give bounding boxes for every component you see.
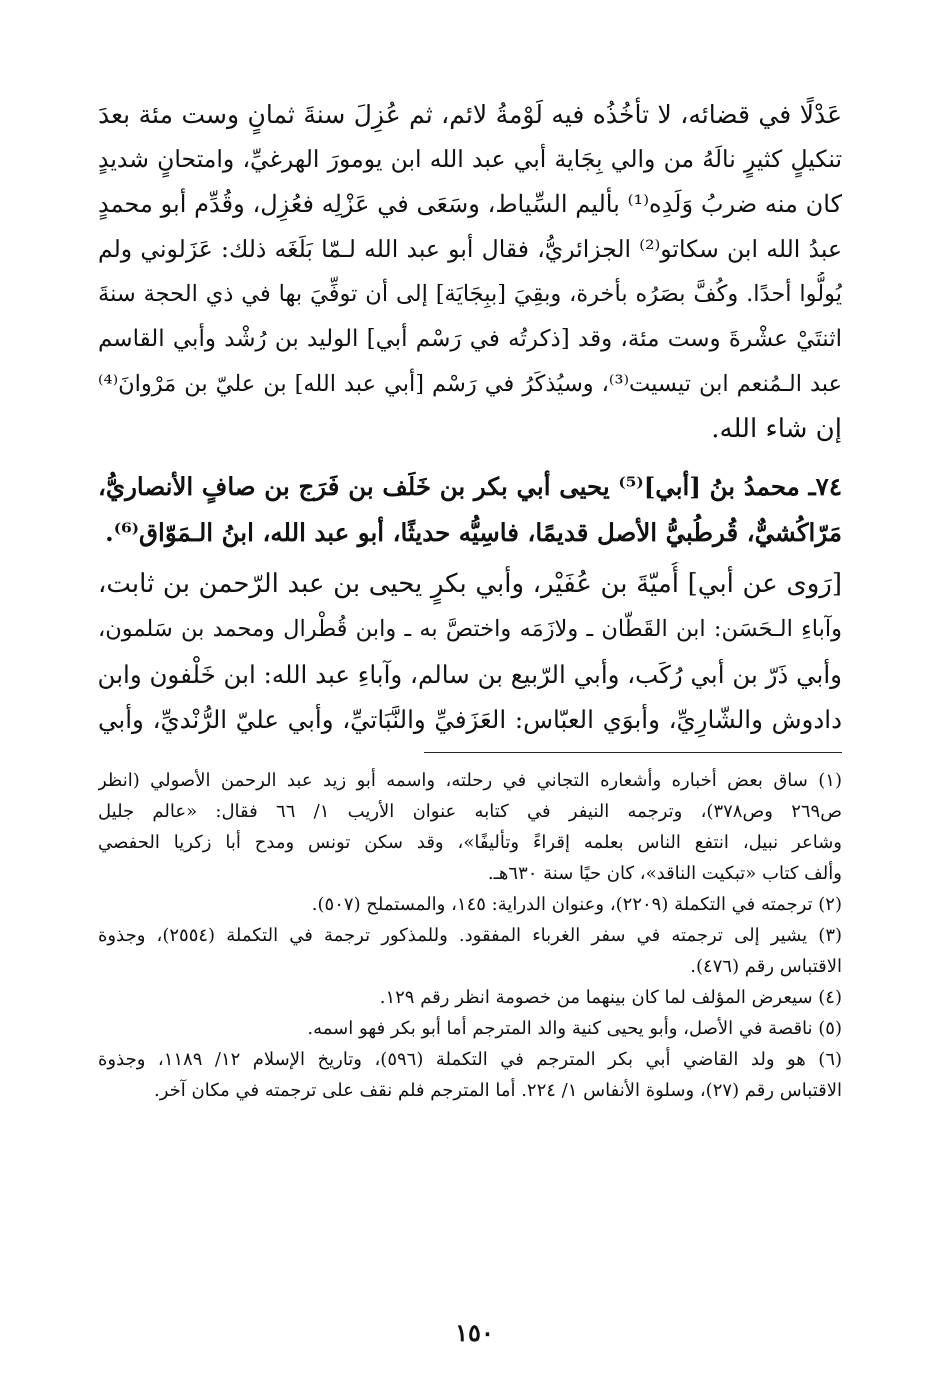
text-line: وآباءِ الـحَسَن: ابن القَطّان ـ ولازَمَه واختصَّ به ـ وابن قُطْرال ومحمد بن سَلمون، [98,616,842,642]
footnote-line: ص٢٦٩ وص٣٧٨)، وترجمه النيفر في كتابه عنوان الأريب ١/ ٦٦ فقال: «عالم جليل [98,801,842,822]
footnote-line: الاقتباس رقم (٤٧٦). [690,956,842,977]
footnote-6 [98,1044,842,1106]
text-line: عبد الـمُنعم ابن تيسيت⁽³⁾، وسيُذكَرُ في رَسْم [أبي عبد الله] بن عليّ بن مَرْوانَ⁽⁴⁾ [98,371,842,397]
footnote-4 [98,982,842,1013]
footnote-line: (٦) هو ولد القاضي أبي بكر المترجم في التكملة (٥٩٦)، وتاريخ الإسلام ١٢/ ١١٨٩، وجذوة [98,1049,842,1070]
footnote-line: (٥) ناقصة في الأصل، وأبو يحيى كنية والد المترجم أما أبو بكر فهو اسمه. [307,1018,842,1039]
body-paragraph [98,92,842,452]
footnotes [98,765,842,1106]
entry-heading-line: ٧٤ـ محمدُ بنُ [أبي]⁽⁵⁾ يحيى أبي بكر بن خَلَف بن فَرَج بن صافٍ الأنصاريُّ، [98,472,842,501]
text-line: وأبي ذَرّ بن أبي رُكَب، وأبي الرّبيع بن سالم، وآباءِ عبد الله: ابن خَلْفون وابن [98,660,842,689]
footnote-line: (١) ساق بعض أخباره وأشعاره التجاني في رحلته، واسمه أبو زيد عبد الرحمن الأصولي (انظر [98,770,842,791]
footnote-line: (٢) ترجمته في التكملة (٢٢٠٩)، وعنوان الدراية: ١٤٥، والمستملح (٥٠٧). [311,894,842,915]
footnote-2 [98,889,842,920]
footnote-separator [424,752,842,753]
footnote-3 [98,920,842,982]
page-number: ١٥٠ [455,1318,494,1347]
text-line: تنكيلٍ كثيرٍ نالَهُ من والي بِجَاية أبي عبد الله ابن يومورَ الهرغيِّ، وامتحانٍ شديدٍ [98,145,842,173]
footnote-line: وألف كتاب «تبكيت الناقد»، كان حيًا سنة ٦٣٠هـ. [487,863,842,884]
text-line: عَدْلًا في قضائه، لا تأخُذُه فيه لَوْمةُ لائم، ثم عُزِلَ سنةَ ثمانٍ وست مئة بعدَ [98,100,842,129]
text-line: يُولُّوا أحدًا. وكُفَّ بصَرُه بأخرة، وبقِيَ [ببِجَايَة] إلى أن توفِّيَ بها في ذي الحجة سنةَ [98,281,842,307]
text-line: كان منه ضربُ وَلَدِه⁽¹⁾ بأليم السِّياط، وسَعَى في عَزْلِه فعُزِل، وقُدِّم أبو محمدٍ [98,190,842,218]
entry-heading-line: مَرّاكُشيٌّ، قُرطُبيُّ الأصل قديمًا، فاسِيُّه حديثًا، أبو عبد الله، ابنُ الـمَوّاق⁽⁶⁾. [105,518,842,547]
text-line: إن شاء الله. [711,414,842,444]
text-line: عبدُ الله ابن سكاتو⁽²⁾ الجزائريُّ، فقال أبو عبد الله لـمّا بَلَغَه ذلك: عَزَلوني ولم [98,235,842,263]
footnote-line: الاقتباس رقم (٢٧)، وسلوة الأنفاس ١/ ٢٢٤. أما المترجم فلم نقف على ترجمته في مكان آخر. [153,1080,842,1101]
entry-body [98,562,842,742]
footnote-line: (٣) يشير إلى ترجمته في سفر الغرباء المفقود. وللمذكور ترجمة في التكملة (٢٥٥٤)، وجذوة [98,925,842,946]
text-line: اثنتَيْ عشْرةَ وست مئة، وقد [ذكرتُه في رَسْم أبي] الوليد بن رُشْد وأبي القاسم [98,326,842,352]
text-line: دادوش والشّارِيِّ، وأبوَي العبّاس: العَزَفيِّ والنَّبَاتيِّ، وأبي عليّ الرُّنْديِّ، وأبي [98,705,842,734]
footnote-5 [98,1013,842,1044]
text-line: [رَوى عن أبي] أُميّةَ بن عُفَيْر، وأبي بكرٍ يحيى بن عبد الرّحمن بن ثابت، [98,569,842,599]
biography-entry [98,464,842,742]
footnote-1 [98,765,842,889]
footnote-line: وشاعر نبيل، انتفع الناس بعلمه إقراءً وتأليفًا»، وقد سكن تونس ومدح أبا زكريا الحفصي [98,832,842,853]
footnote-line: (٤) سيعرض المؤلف لما كان بينهما من خصومة انظر رقم ١٢٩. [379,987,842,1008]
page [98,92,842,1106]
